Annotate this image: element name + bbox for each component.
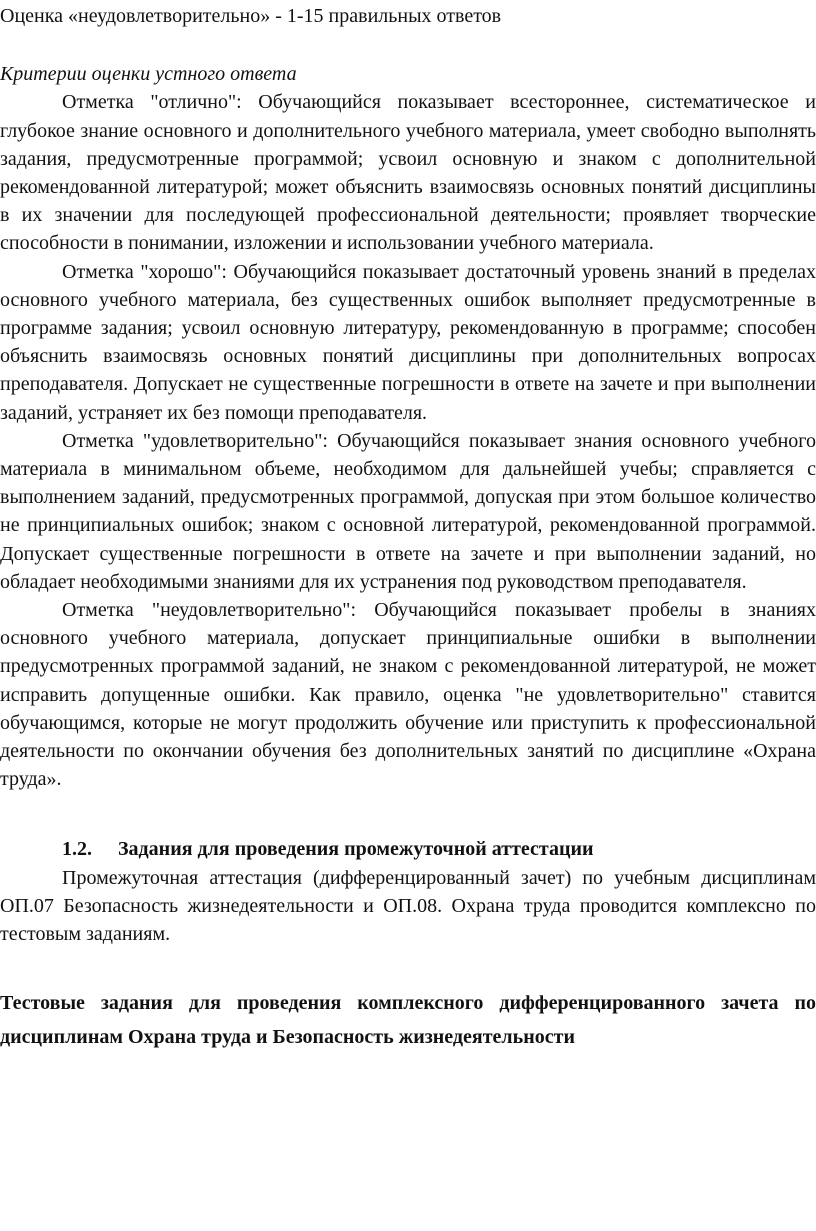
tests-title: Тестовые задания для проведения комплексного дифференцированного зачета по дисциплинам Охрана труда и Безопасность жизнедеятельности [0,992,816,1049]
section-number: 1.2. [62,838,92,861]
criteria-good: Отметка "хорошо": Обучающийся показывает достаточный уровень знаний в пределах основного учебного материала, без существенных ошибок выполняет предусмотренные в программе задания; усвоил основную литературу, рекомендованную в программе; способен объяснить взаимосвязь основных понятий дисциплины при дополнительных вопросах преподавателя. Допускает не существенные погрешности в ответе на зачете и при выполнении заданий, устраняет их без помощи преподавателя. [0,260,816,424]
section-heading [0,835,816,863]
criteria-unsatisfactory: Отметка "неудовлетворительно": Обучающийся показывает пробелы в знаниях основного учебного материала, допускает принципиальные ошибки в выполнении предусмотренных программой заданий, не знаком с рекомендованной литературой, не может исправить допущенные ошибки. Как правило, оценка "не удовлетворительно" ставится обучающимся, которые не могут продолжить обучение или приступить к профессиональной деятельности по окончании обучения без дополнительных занятий по дисциплине «Охрана труда». [0,599,816,791]
criteria-excellent: Отметка "отлично": Обучающийся показывает всестороннее, систематическое и глубокое знание основного и дополнительного учебного материала, умеет свободно выполнять задания, предусмотренные программой; усвоил основную и знаком с дополнительной рекомендованной литературой; может объяснить взаимосвязь основных понятий дисциплины в их значении для последующей профессиональной деятельности; проявляет творческие способности в понимании, изложении и использовании учебного материала. [0,91,816,255]
grade-fail-line: Оценка «неудовлетворительно» - 1-15 правильных ответов [0,5,502,27]
section-paragraph: Промежуточная аттестация (дифференцированный зачет) по учебным дисциплинам ОП.07 Безопасность жизнедеятельности и ОП.08. Охрана труда проводится комплексно по тестовым заданиям. [0,866,816,946]
criteria-heading: Критерии оценки устного ответа [0,63,297,86]
section-title: Задания для проведения промежуточной аттестации [118,838,594,861]
criteria-satisfactory: Отметка "удовлетворительно": Обучающийся показывает знания основного учебного материала в минимальном объеме, необходимом для дальнейшей учебы; справляется с выполнением заданий, предусмотренных программой, допуская при этом большое количество не принципиальных ошибок; знаком с основной литературой, рекомендованной программой. Допускает существенные погрешности в ответе на зачете и при выполнении заданий, но обладает необходимыми знаниями для их устранения под руководством преподавателя. [0,429,816,593]
